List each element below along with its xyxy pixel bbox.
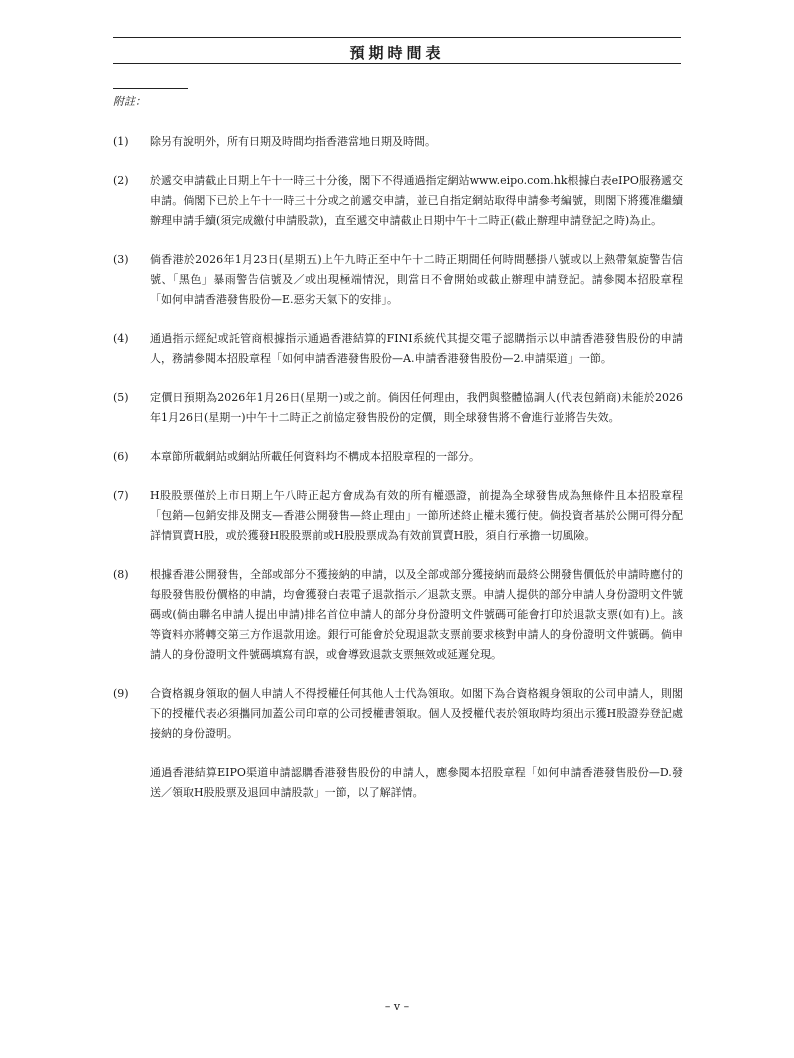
note-5 (113, 388, 683, 428)
page-title: 預期時間表 (349, 44, 445, 62)
note-number: (6) (113, 450, 129, 463)
note-number: (3) (113, 253, 129, 266)
note-6 (113, 447, 683, 467)
notes-label: 附註： (113, 95, 146, 108)
note-number: (5) (113, 391, 129, 404)
note-number: (2) (113, 174, 129, 187)
top-rule (113, 37, 681, 38)
note-7 (113, 486, 683, 546)
note-text: 倘香港於2026年1月23日(星期五)上午九時正至中午十二時正期間任何時間懸掛八號或以上熱帶氣旋警告信號、「黑色」暴雨警告信號及／或出現極端情況，則當日不會開始或截止辦理申請登記。請參閱本招股章程「如何申請香港發售股份—E.惡劣天氣下的安排」。 (150, 253, 683, 306)
note-number: (1) (113, 135, 129, 148)
note-number: (8) (113, 568, 129, 581)
note-number: (9) (113, 687, 129, 700)
note-text: 於遞交申請截止日期上午十一時三十分後，閣下不得通過指定網站www.eipo.com.hk根據白表eIPO服務遞交申請。倘閣下已於上午十一時三十分或之前遞交申請，並已自指定網站取得申請參考編號，則閣下將獲准繼續辦理申請手續(須完成繳付申請股款)，直至遞交申請截止日期中午十二時正(截止辦理申請登記之時)為止。 (150, 174, 683, 227)
note-text: 除另有說明外，所有日期及時間均指香港當地日期及時間。 (150, 135, 436, 148)
title-underline (113, 63, 681, 64)
note-text: 根據香港公開發售，全部或部分不獲接納的申請，以及全部或部分獲接納而最終公開發售價低於申請時應付的每股發售股份價格的申請，均會獲發白表電子退款指示／退款支票。申請人提供的部分申請人身份證明文件號碼或(倘由聯名申請人提出申請)排名首位申請人的部分身份證明文件號碼可能會打印於退款支票(如有)上。該等資料亦將轉交第三方作退款用途。銀行可能會於兌現退款支票前要求核對申請人的身份證明文件號碼。倘申請人的身份證明文件號碼填寫有誤，或會導致退款支票無效或延遲兌現。 (150, 568, 683, 661)
note-text: 本章節所載網站或網站所載任何資料均不構成本招股章程的一部分。 (150, 450, 480, 463)
note-text: 通過指示經紀或託管商根據指示通過香港結算的FINI系統代其提交電子認購指示以申請香港發售股份的申請人，務請參閱本招股章程「如何申請香港發售股份—A.申請香港發售股份—2.申請渠道」一節。 (150, 332, 683, 365)
page-number: – v – (384, 1000, 410, 1013)
notes-list (113, 132, 683, 803)
note-number: (7) (113, 489, 129, 502)
closing-note: 通過香港結算EIPO渠道申請認購香港發售股份的申請人，應參閱本招股章程「如何申請香港發售股份—D.發送／領取H股股票及退回申請股款」一節，以了解詳情。 (150, 766, 683, 799)
note-2 (113, 171, 683, 231)
note-4 (113, 329, 683, 369)
note-text: 合資格親身領取的個人申請人不得授權任何其他人士代為領取。如閣下為合資格親身領取的公司申請人，則閣下的授權代表必須攜同加蓋公司印章的公司授權書領取。個人及授權代表於領取時均須出示獲H股證券登記處接納的身份證明。 (150, 687, 683, 740)
note-1 (113, 132, 683, 152)
note-3 (113, 250, 683, 310)
note-9 (113, 684, 683, 744)
note-text: H股股票僅於上市日期上午八時正起方會成為有效的所有權憑證，前提為全球發售成為無條件且本招股章程「包銷—包銷安排及開支—香港公開發售—終止理由」一節所述終止權未獲行使。倘投資者基於公開可得分配詳情買賣H股，或於獲發H股股票前或H股股票成為有效前買賣H股，須自行承擔一切風險。 (150, 489, 683, 542)
note-text: 定價日預期為2026年1月26日(星期一)或之前。倘因任何理由，我們與整體協調人(代表包銷商)未能於2026年1月26日(星期一)中午十二時正之前協定發售股份的定價，則全球發售將不會進行並將告失效。 (150, 391, 683, 424)
note-number: (4) (113, 332, 129, 345)
note-8 (113, 565, 683, 665)
notes-rule (113, 88, 188, 89)
